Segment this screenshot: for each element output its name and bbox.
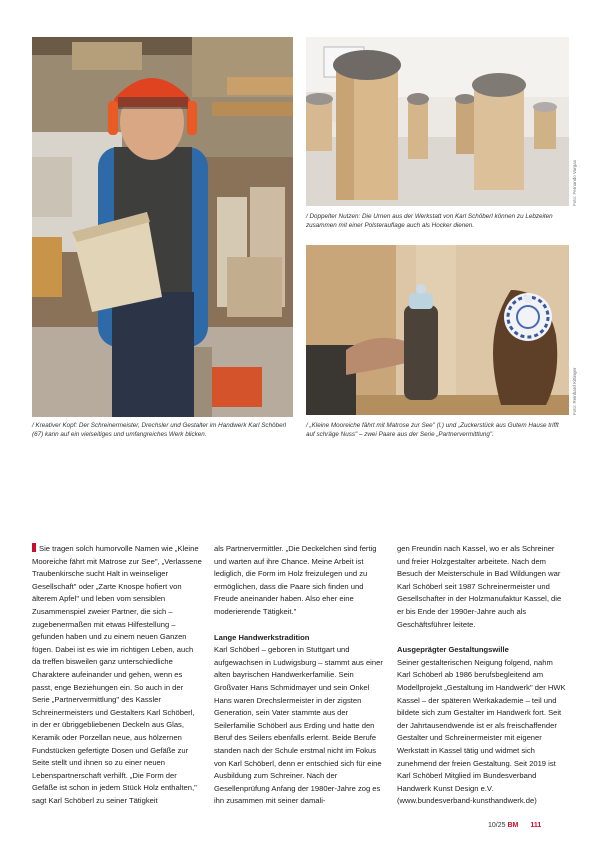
article-col2-intro: als Partnervermittler. „Die Deckelchen sind fertig und warten auf ihre Chance. Meine Arbeit ist lediglich, die Form im Holz freizulegen und zu ermöglichen, dass die Paare sich finden und Freude aneinander haben. Also eher eine moderierende Tätigkeit." [214, 544, 377, 616]
photo-credit-urns: Foto: Fernando Vargas [572, 160, 577, 206]
photo-urns [306, 37, 569, 206]
caption-urns: / Doppelter Nutzen: Die Urnen aus der Werkstatt von Karl Schöberl können zu Lebzeiten zusammen mit einer Polsterauflage auch als Hocker dienen. [306, 213, 553, 229]
photo-vessels [306, 245, 569, 415]
page-footer [488, 822, 541, 829]
article-col1-text: Sie tragen solch humorvolle Namen wie „Kleine Mooreiche fährt mit Matrose zur See", „Verlassene Traubenkirsche sucht Halt in weinseliger Gesellschaft" oder „Zarte Knospe hofiert von älterem Apfel" und leben vom sensiblen Zusammenspiel zweier Partner, die sich – zugebenermaßen mit etwas Hilfestellung – gefunden haben und zu einem neuen Ganzen fügen. Dabei ist es wie im richtigen Leben, auch da treffen bisweilen ganz unterschiedliche Charaktere aufeinander und gehen, wenn es passt, enge Beziehungen ein. So auch in der Serie „Partnervermittlung" des Kassler Schreinermeisters und Gestalters Karl Schöberl, in der er übriggebliebenen Deckeln aus Glas, Keramik oder Porzellan neue, aus hölzernen Fundstücken gefertigte Dosen und Gefäße zur Seite stellt und ihnen so zu einer neuen Lebenspartnerschaft verhilft. „Die Form der Gefäße ist schon in jedem Stück Holz enthalten," sagt Karl Schöberl zu seiner Tätigkeit [32, 544, 202, 805]
caption-vessels: / „Kleine Mooreiche fährt mit Matrose zur See" (l.) und „Zuckerstück aus Gutem Hause trifft auf schräge Nuss" – zwei Paare aus der Serie „Partnervermittlung". [306, 422, 559, 438]
caption-craftsman: / Kreativer Kopf: Der Schreinermeister, Drechsler und Gestalter im Handwerk Karl Schöberl (67) kann auf ein vielseitiges und umfangreiches Werk blicken. [32, 422, 287, 438]
article-column-2 [214, 543, 384, 808]
page-number: 111 [530, 822, 542, 829]
issue-number: 10/25 [488, 822, 506, 829]
article-column-3 [397, 543, 567, 808]
photo-craftsman [32, 37, 293, 417]
article-col3-body: Seiner gestalterischen Neigung folgend, nahm Karl Schöberl ab 1986 berufsbegleitend am Modellprojekt „Gestaltung im Handwerk" der HWK Kassel – der späteren Werkakademie – teil und bildete sich zum Gestalter im Handwerk fort. Seit der Jahrtausendwende ist er als freischaffender Gestalter und Schreinermeister mit eigener Werkstatt in Kassel tätig und widmet sich zunehmend der freien Gestaltung. Seit 2019 ist Karl Schöberl Mitglied im Bundesverband Handwerk Kunst Design e.V. (www.bundesverband-kunsthandwerk.de) [397, 657, 566, 806]
article-start-marker [32, 543, 36, 552]
article-col2-body: Karl Schöberl – geboren in Stuttgart und aufgewachsen in Ludwigsburg – stammt aus einer alten bayrischen Handwerkerfamilie. Sein Großvater Hans Schmidmayer und sein Onkel Hans waren Drechslermeister in der zigsten Generation, sein Vater stammte aus der Seilerfamilie Schöberl aus Erding und hatte den Beruf des Seilers ebenfalls erlernt. Beide Berufe standen nach der Schule erstmal nicht im Fokus von Karl Schöberl, denn er entschied sich für eine Ausbildung zum Schreiner. Nach der Gesellenprüfung Anfang der 1980er-Jahre zog es ihn zusammen mit seiner damali- [214, 645, 383, 806]
article-col3-intro: gen Freundin nach Kassel, wo er als Schreiner und freier Holzgestalter arbeitete. Nach dem Besuch der Meisterschule in Bad Wildungen war Karl Schöberl seit 1987 Schreinermeister und Gesellschafter in der Holzmanufaktur Kassel, die er bis Ende der 1990er-Jahre auch als Geschäftsführer leitete. [397, 544, 562, 629]
article-column-1 [32, 543, 202, 807]
heading-gestaltungswille: Ausgeprägter Gestaltungswille [397, 645, 509, 655]
magazine-brand: BM [507, 822, 519, 829]
heading-handwerkstradition: Lange Handwerkstradition [214, 632, 310, 642]
photo-credit-vessels: Foto: Reinhard Kittinger [572, 367, 577, 415]
